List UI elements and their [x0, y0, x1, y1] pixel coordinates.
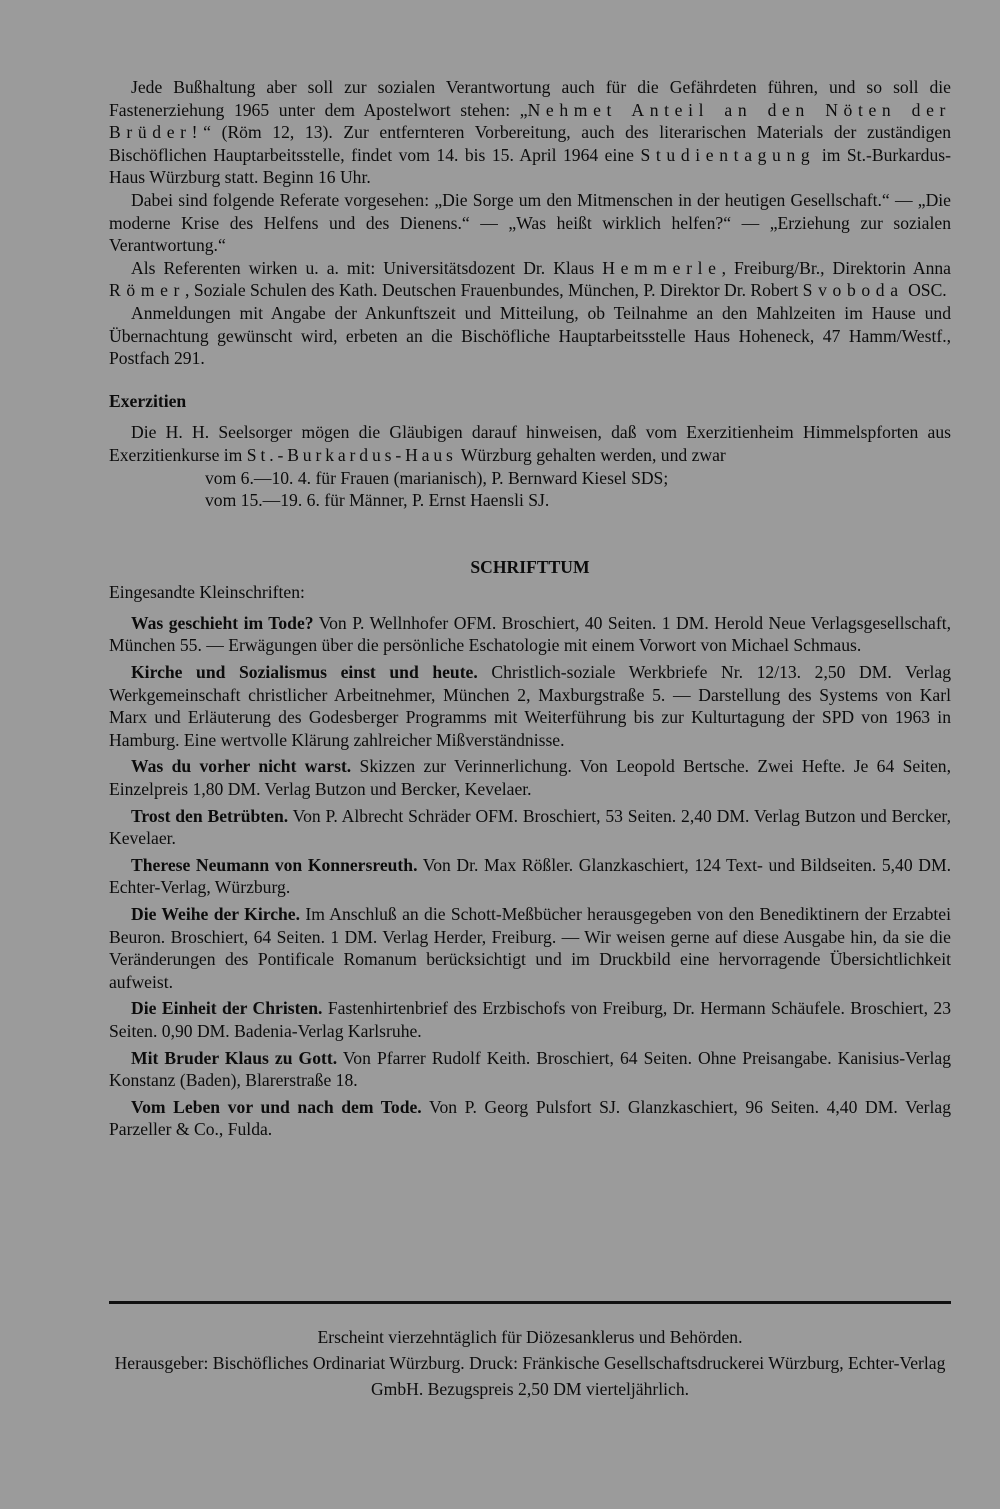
footer-divider	[109, 1301, 951, 1304]
footer-line-2: Herausgeber: Bischöfliches Ordinariat Würzburg. Druck: Fränkische Gesellschaftsdruckerei Würzburg, Echter-Verlag GmbH. Bezugspreis 2,50 DM vierteljährlich.	[114, 1353, 946, 1399]
section-heading-schrifttum: SCHRIFTTUM	[470, 556, 590, 577]
book-description: Von P. Georg Pulsfort SJ. Glanzkaschiert, 96 Seiten. 4,40 DM. Verlag Parzeller & Co., Fulda.	[109, 1096, 951, 1140]
book-title: Was du vorher nicht warst.	[131, 756, 352, 777]
text-segment: OSC.	[903, 280, 947, 301]
book-description: Von P. Wellnhofer OFM. Broschiert, 40 Seiten. 1 DM. Herold Neue Verlagsgesellschaft, München 55. — Erwägungen über die persönliche Eschatologie mit einem Vorwort von Michael Schmaus.	[109, 612, 951, 656]
text-segment: Die H. H. Seelsorger mögen die Gläubigen darauf hinweisen, daß vom Exerzitienheim Himmelspforten aus Exerzitienkurse im	[109, 422, 951, 465]
intro-paragraph-2: Dabei sind folgende Referate vorgesehen: „Die Sorge um den Mitmenschen in der heutigen Gesellschaft.“ — „Die moderne Krise des Helfens und des Dienens.“ — „Was heißt wirklich helfen?“ — „Erziehung zur sozialen Verantwortung.“	[109, 189, 951, 256]
book-entry	[109, 903, 951, 993]
motto-quote: Nehmet Anteil an den Nöten der Brüder!	[109, 99, 952, 143]
speaker-name: Römer	[109, 280, 186, 301]
course-date-2: vom 15.—19. 6. für Männer, P. Ernst Haensli SJ.	[205, 490, 550, 511]
book-title: Die Einheit der Christen.	[131, 998, 323, 1019]
text-segment: Würzburg gehalten werden, und zwar	[456, 444, 726, 465]
speaker-name: Svoboda	[802, 280, 904, 301]
event-name: Studientagung	[640, 144, 816, 165]
text-segment: “ (Röm 12, 13). Zur entfernteren Vorbereitung, auch des literarischen Materials der zuständigen Bischöflichen Hauptarbeitsstelle, findet vom 14. bis 15. April 1964 eine	[109, 122, 951, 165]
book-title: Die Weihe der Kirche.	[131, 904, 301, 924]
book-description: Fastenhirtenbrief des Erzbischofs von Freiburg, Dr. Hermann Schäufele. Broschiert, 23 Seiten. 0,90 DM. Badenia-Verlag Karlsruhe.	[109, 998, 951, 1041]
book-entry	[109, 612, 951, 657]
text-segment: Als Referenten wirken u. a. mit: Universitätsdozent Dr. Klaus	[131, 257, 603, 278]
book-description: Skizzen zur Verinnerlichung. Von Leopold Bertsche. Zwei Hefte. Je 64 Seiten, Einzelpreis 1,80 DM. Verlag Butzon und Bercker, Kevelaer.	[109, 756, 951, 800]
text-segment: , Soziale Schulen des Kath. Deutschen Frauenbundes, München, P. Direktor Dr. Robert	[185, 280, 803, 301]
schrifttum-subtitle: Eingesandte Kleinschriften:	[109, 582, 305, 603]
book-entry	[109, 1096, 951, 1141]
book-title: Was geschieht im Tode?	[131, 612, 314, 633]
text-segment: , Freiburg/Br., Direktorin Anna	[721, 257, 951, 278]
book-title: Trost den Betrübten.	[131, 805, 289, 826]
book-entry	[109, 997, 951, 1042]
book-title: Vom Leben vor und nach dem Tode.	[131, 1096, 422, 1117]
section-heading-exerzitien: Exerzitien	[109, 390, 187, 411]
document-body	[109, 76, 951, 1145]
place-name: St.-Burkardus-Haus	[246, 444, 457, 465]
book-title: Kirche und Sozialismus einst und heute.	[131, 662, 478, 683]
book-description: Christlich-soziale Werkbriefe Nr. 12/13. 2,50 DM. Verlag Werkgemeinschaft christlicher Arbeitnehmer, München 2, Maxburgstraße 5. — Darstellung des Systems von Karl Marx und Erläuterung des Godesberger Programms mit Weiterführung bis zur Kulturtagung der SPD von 1963 in Hamburg. Eine wertvolle Klärung zahlreicher Mißverständnisse.	[109, 662, 951, 750]
book-description: Von Pfarrer Rudolf Keith. Broschiert, 64 Seiten. Ohne Preisangabe. Kanisius-Verlag Konstanz (Baden), Blarerstraße 18.	[109, 1047, 951, 1091]
book-entry	[109, 854, 951, 899]
book-list	[109, 612, 951, 1141]
text-segment: im St.-Burkardus-Haus Würzburg statt. Beginn 16 Uhr.	[109, 144, 951, 188]
intro-paragraph-1	[109, 76, 951, 189]
book-entry	[109, 805, 951, 850]
book-entry	[109, 661, 951, 751]
footer-line-1: Erscheint vierzehntäglich für Diözesanklerus und Behörden.	[317, 1327, 743, 1347]
text-segment: Jede Bußhaltung aber soll zur sozialen Verantwortung auch für die Gefährdeten führen, und so soll die Fastenerziehung 1965 unter dem Apostelwort stehen: „	[109, 77, 951, 120]
intro-paragraph-4: Anmeldungen mit Angabe der Ankunftszeit und Mitteilung, ob Teilnahme an den Mahlzeiten im Hause und Übernachtung gewünscht wird, erbeten an die Bischöfliche Hauptarbeitsstelle Haus Hoheneck, 47 Hamm/Westf., Postfach 291.	[109, 302, 951, 369]
book-entry	[109, 755, 951, 800]
book-entry	[109, 1047, 951, 1092]
book-description: Im Anschluß an die Schott-Meßbücher herausgegeben von den Benediktinern der Erzabtei Beuron. Broschiert, 64 Seiten. 1 DM. Verlag Herder, Freiburg. — Wir weisen gerne auf diese Ausgabe hin, da sie die Veränderungen des Pontificale Romanum berücksichtigt und im Druckbild eine hervorragende Übersichtlichkeit aufweist.	[109, 904, 951, 992]
intro-paragraph-3	[109, 257, 951, 302]
speaker-name: Hemmerle	[602, 257, 722, 278]
book-title: Therese Neumann von Konnersreuth.	[131, 854, 418, 875]
exerzitien-paragraph	[109, 421, 951, 466]
book-description: Von P. Albrecht Schräder OFM. Broschiert, 53 Seiten. 2,40 DM. Verlag Butzon und Bercker, Kevelaer.	[109, 805, 951, 849]
book-title: Mit Bruder Klaus zu Gott.	[131, 1047, 338, 1068]
footer	[109, 1324, 951, 1402]
course-date-1: vom 6.—10. 4. für Frauen (marianisch), P. Bernward Kiesel SDS;	[205, 467, 669, 488]
book-description: Von Dr. Max Rößler. Glanzkaschiert, 124 Text- und Bildseiten. 5,40 DM. Echter-Verlag, Würzburg.	[109, 854, 951, 898]
